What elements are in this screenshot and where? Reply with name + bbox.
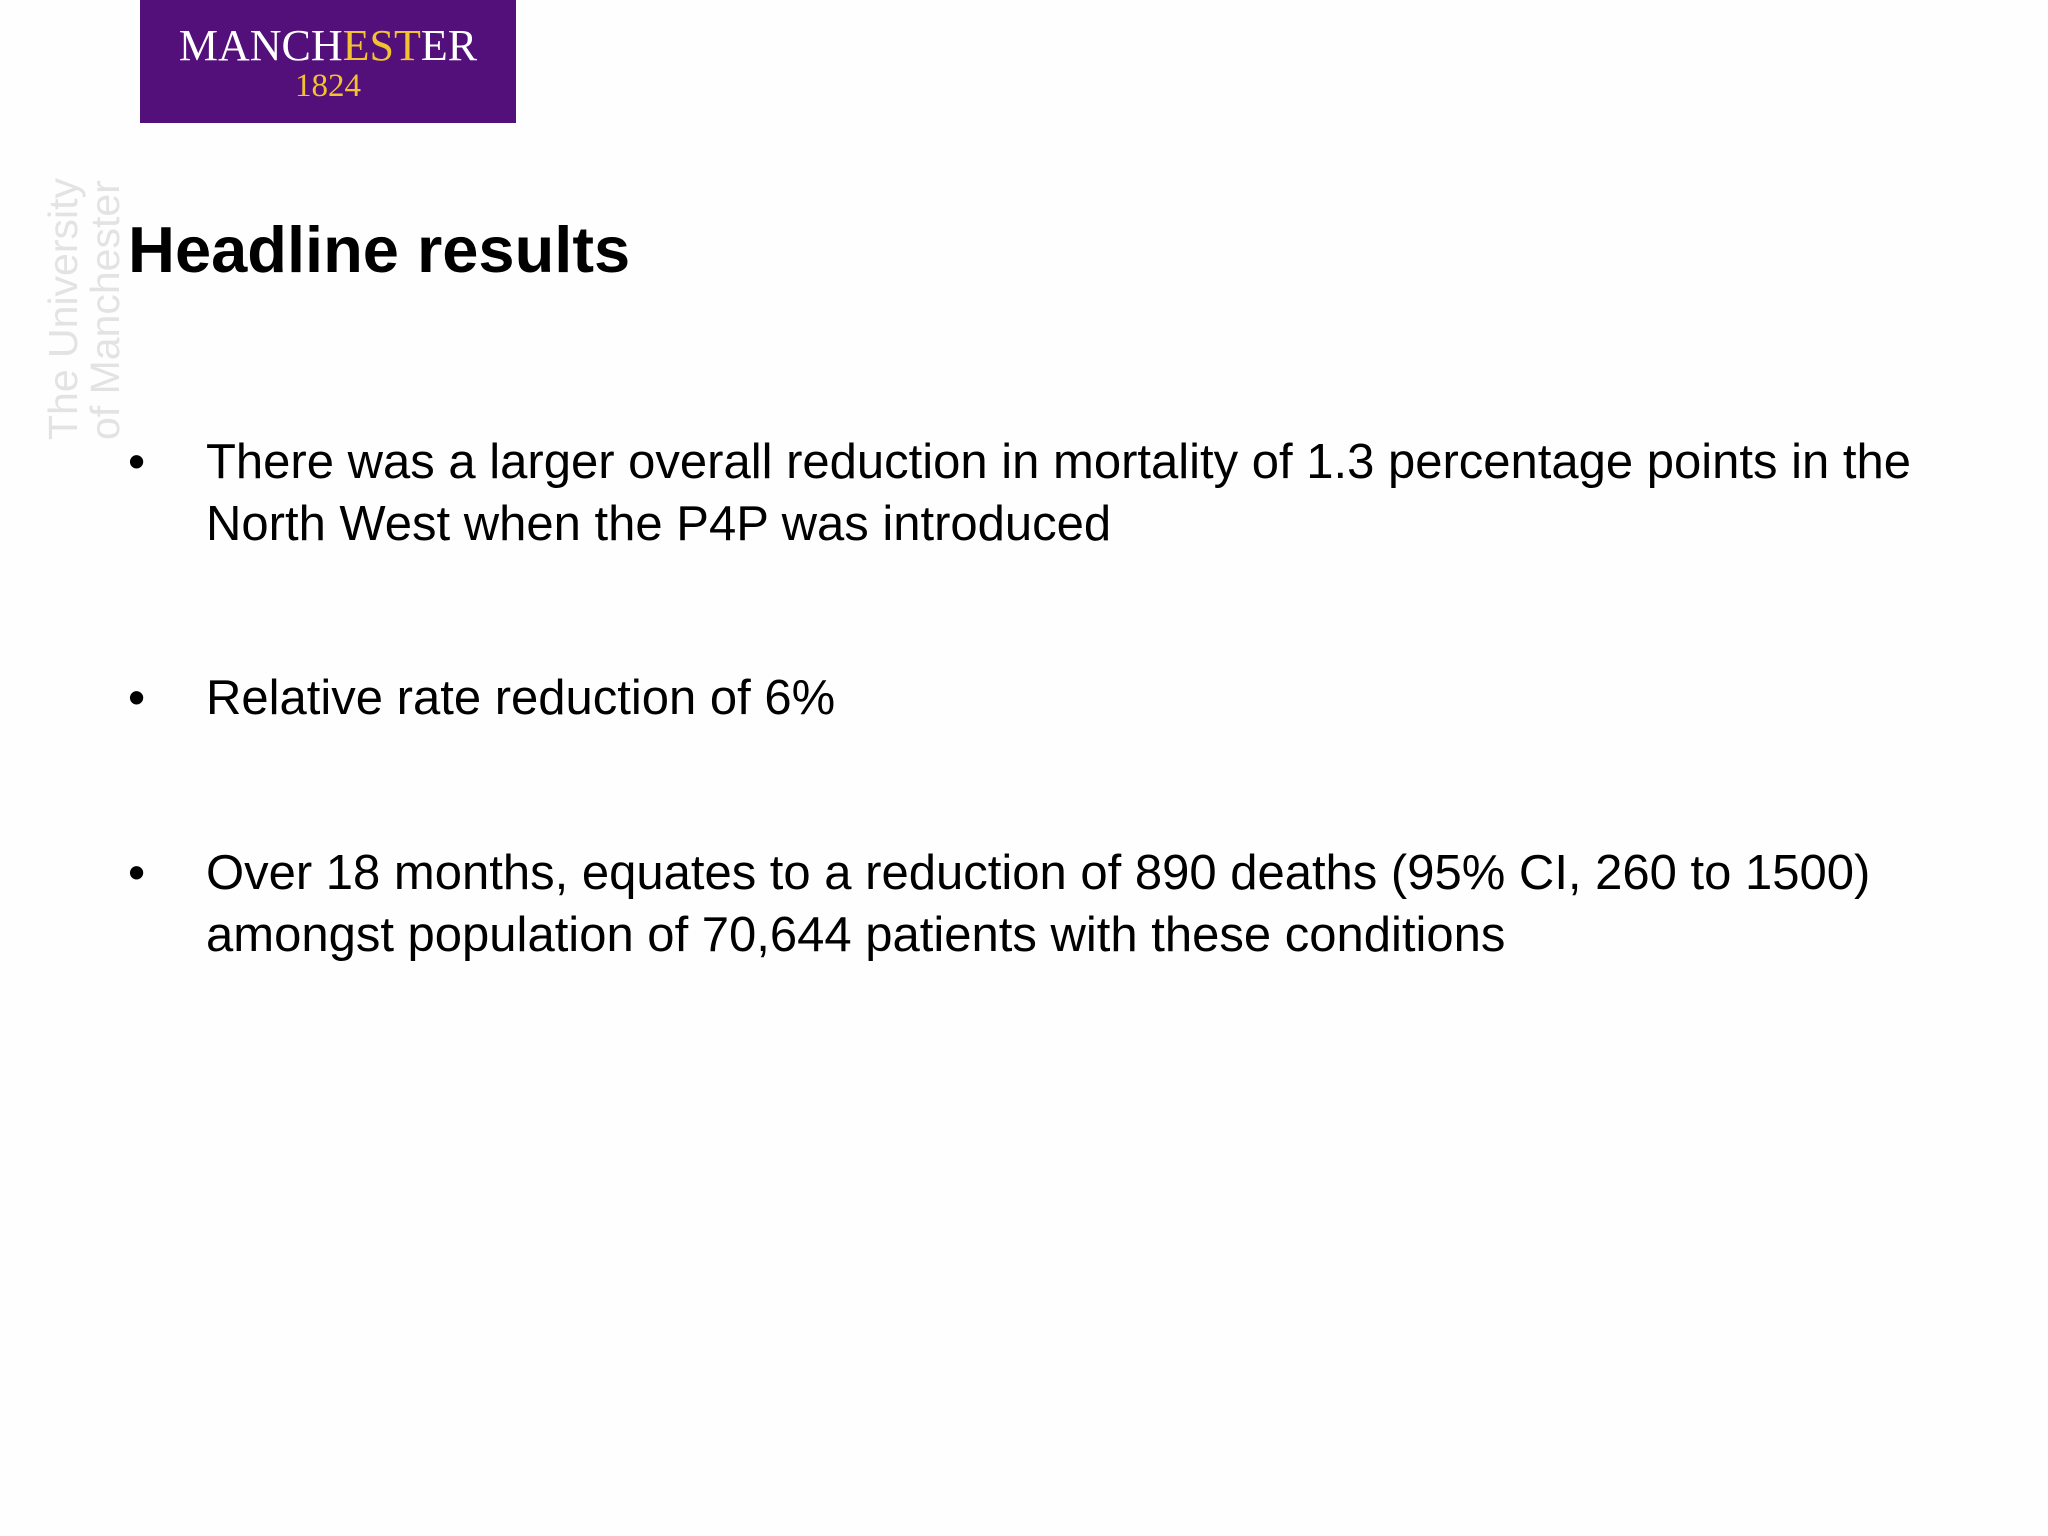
- bullet-item: [128, 431, 1968, 555]
- logo-name-part2: ER: [420, 21, 478, 70]
- university-logo: [140, 0, 516, 123]
- logo-name-part1: MANCH: [178, 21, 343, 70]
- bullet-dot: •: [128, 435, 146, 489]
- bullet-text: There was a larger overall reduction in mortality of 1.3 percentage points in the North West when the P4P was introduced: [206, 435, 1912, 551]
- logo-name-accent: EST: [342, 21, 421, 70]
- bullet-item: [128, 667, 1968, 729]
- bullet-text: Relative rate reduction of 6%: [206, 671, 836, 725]
- watermark-line-1: The University: [40, 177, 86, 440]
- bullet-dot: •: [128, 846, 146, 900]
- logo-year: 1824: [295, 68, 361, 104]
- bullet-text: Over 18 months, equates to a reduction of 890 deaths (95% CI, 260 to 1500) amongst population of 70,644 patients with these conditions: [206, 846, 1871, 962]
- watermark-line-2: of Manchester: [82, 180, 128, 440]
- bullet-item: [128, 842, 1968, 966]
- bullet-dot: •: [128, 671, 146, 725]
- slide-title: Headline results: [128, 213, 631, 286]
- logo-name: [178, 21, 478, 70]
- university-watermark: [42, 120, 126, 440]
